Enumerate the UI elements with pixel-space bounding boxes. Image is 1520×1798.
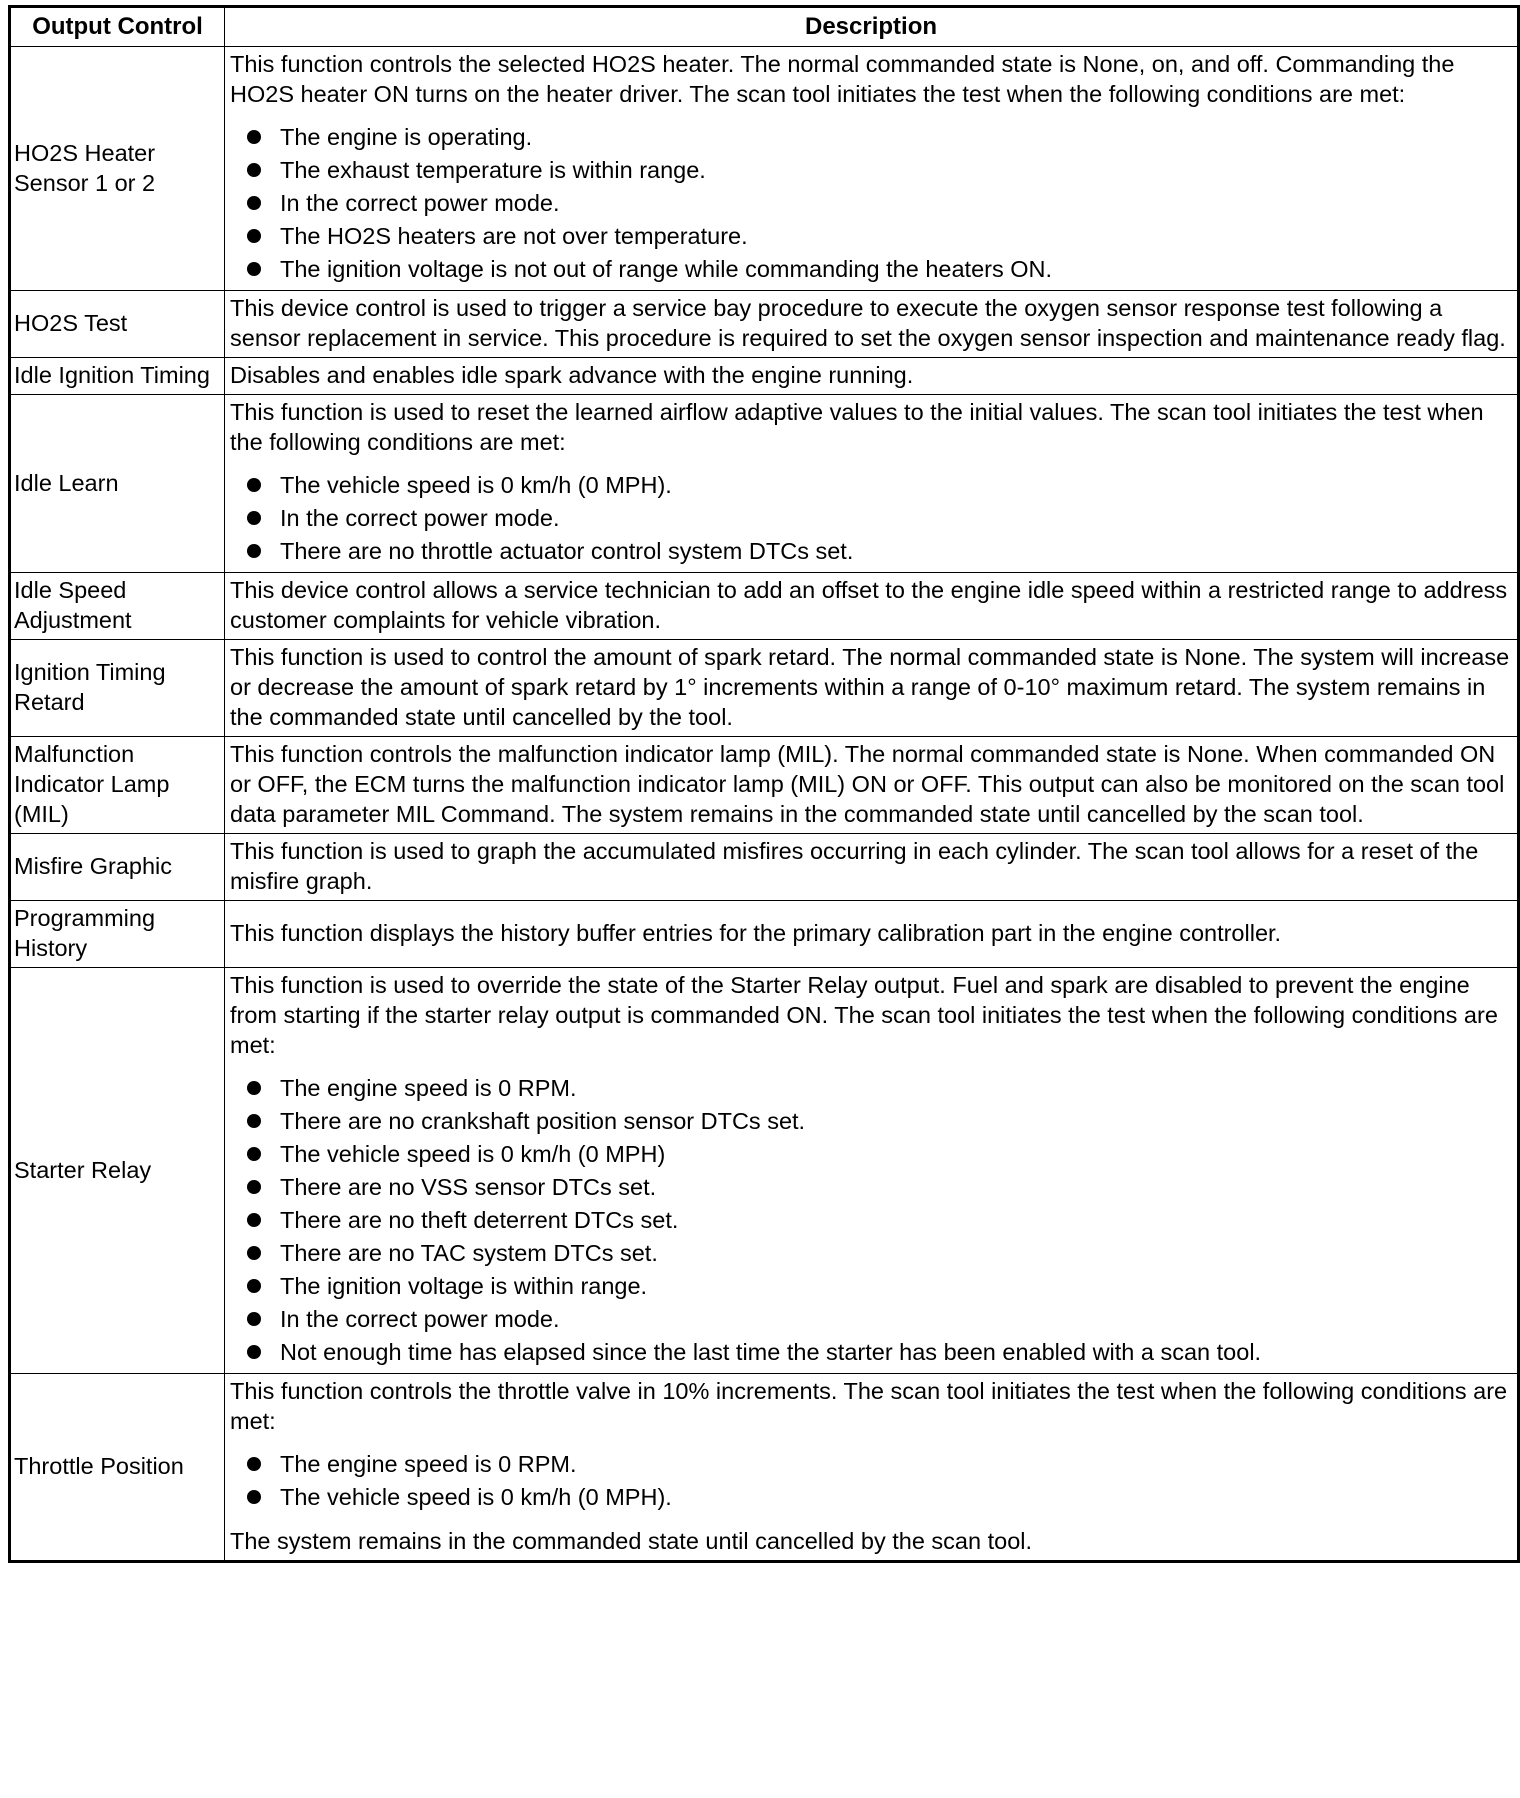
condition-item: [230, 535, 1511, 568]
condition-item: [230, 1105, 1511, 1138]
table-row: [10, 737, 1519, 834]
condition-item: [230, 1481, 1511, 1514]
bullet-icon: [247, 1147, 261, 1161]
condition-text: The vehicle speed is 0 km/h (0 MPH).: [280, 1484, 672, 1510]
bullet-icon: [247, 544, 261, 558]
table-row: [10, 573, 1519, 640]
table-body: [10, 47, 1519, 1562]
condition-text: In the correct power mode.: [280, 1306, 560, 1332]
description-cell: [225, 901, 1519, 968]
description-cell: [225, 291, 1519, 358]
output-control-cell: Idle Learn: [10, 395, 225, 573]
condition-item: [230, 1204, 1511, 1237]
output-control-cell: Throttle Position: [10, 1374, 225, 1562]
bullet-icon: [247, 163, 261, 177]
description-text: This function controls the throttle valve in 10% increments. The scan tool initiates the test when the following conditions are met:: [230, 1378, 1508, 1434]
condition-text: In the correct power mode.: [280, 190, 560, 216]
output-control-cell: HO2S Test: [10, 291, 225, 358]
table-row: [10, 395, 1519, 573]
table-row: [10, 291, 1519, 358]
condition-text: The engine speed is 0 RPM.: [280, 1451, 577, 1477]
condition-text: The engine speed is 0 RPM.: [280, 1075, 577, 1101]
condition-item: [230, 1270, 1511, 1303]
bullet-icon: [247, 1213, 261, 1227]
condition-text: The ignition voltage is within range.: [280, 1273, 648, 1299]
description-text: Disables and enables idle spark advance with the engine running.: [230, 362, 914, 388]
table-row: [10, 47, 1519, 291]
condition-item: [230, 502, 1511, 535]
condition-text: There are no crankshaft position sensor DTCs set.: [280, 1108, 806, 1134]
output-control-cell: Starter Relay: [10, 968, 225, 1374]
bullet-icon: [247, 1246, 261, 1260]
description-cell: [225, 737, 1519, 834]
table-row: [10, 640, 1519, 737]
description-cell: [225, 395, 1519, 573]
table-row: [10, 834, 1519, 901]
output-control-cell: Malfunction Indicator Lamp (MIL): [10, 737, 225, 834]
output-control-cell: Programming History: [10, 901, 225, 968]
condition-text: In the correct power mode.: [280, 505, 560, 531]
condition-text: The exhaust temperature is within range.: [280, 157, 706, 183]
condition-item: [230, 1171, 1511, 1204]
condition-list: [230, 469, 1511, 568]
condition-text: The ignition voltage is not out of range while commanding the heaters ON.: [280, 256, 1053, 282]
description-text: This device control is used to trigger a service bay procedure to execute the oxygen sensor response test following a sensor replacement in service. This procedure is required to set the oxygen sensor inspection and maintenance ready flag.: [230, 295, 1506, 351]
header-output-control: Output Control: [10, 7, 225, 47]
condition-list: [230, 1448, 1511, 1514]
description-note: The system remains in the commanded state until cancelled by the scan tool.: [230, 1528, 1033, 1554]
condition-text: Not enough time has elapsed since the last time the starter has been enabled with a scan tool.: [280, 1339, 1262, 1365]
description-cell: [225, 834, 1519, 901]
table-header-row: [10, 7, 1519, 47]
condition-item: [230, 121, 1511, 154]
output-control-table: [8, 5, 1520, 1563]
bullet-icon: [247, 1457, 261, 1471]
description-cell: [225, 968, 1519, 1374]
condition-text: The engine is operating.: [280, 124, 533, 150]
table-row: [10, 1374, 1519, 1562]
condition-list: [230, 1072, 1511, 1369]
condition-list: [230, 121, 1511, 286]
bullet-icon: [247, 1312, 261, 1326]
description-text: This function displays the history buffer entries for the primary calibration part in the engine controller.: [230, 920, 1282, 946]
condition-text: The vehicle speed is 0 km/h (0 MPH).: [280, 472, 672, 498]
condition-item: [230, 220, 1511, 253]
description-text: This function is used to override the state of the Starter Relay output. Fuel and spark are disabled to prevent the engine from starting if the starter relay output is commanded ON. The scan tool initiates the test when the following conditions are met:: [230, 972, 1498, 1058]
description-cell: [225, 47, 1519, 291]
condition-text: The vehicle speed is 0 km/h (0 MPH): [280, 1141, 666, 1167]
bullet-icon: [247, 1180, 261, 1194]
condition-item: [230, 1237, 1511, 1270]
condition-text: There are no throttle actuator control system DTCs set.: [280, 538, 854, 564]
bullet-icon: [247, 511, 261, 525]
bullet-icon: [247, 478, 261, 492]
output-control-cell: Idle Speed Adjustment: [10, 573, 225, 640]
description-text: This function is used to reset the learned airflow adaptive values to the initial values. The scan tool initiates the test when the following conditions are met:: [230, 399, 1484, 455]
condition-item: [230, 469, 1511, 502]
output-control-cell: Idle Ignition Timing: [10, 358, 225, 395]
condition-item: [230, 154, 1511, 187]
bullet-icon: [247, 1081, 261, 1095]
condition-item: [230, 1448, 1511, 1481]
output-control-cell: HO2S Heater Sensor 1 or 2: [10, 47, 225, 291]
bullet-icon: [247, 1345, 261, 1359]
condition-text: There are no VSS sensor DTCs set.: [280, 1174, 657, 1200]
table-row: [10, 968, 1519, 1374]
condition-item: [230, 187, 1511, 220]
description-text: This function controls the selected HO2S heater. The normal commanded state is None, on, and off. Commanding the HO2S heater ON turns on the heater driver. The scan tool initiates the test when the following conditions are met:: [230, 51, 1455, 107]
description-text: This function is used to graph the accumulated misfires occurring in each cylinder. The scan tool allows for a reset of the misfire graph.: [230, 838, 1479, 894]
condition-text: There are no theft deterrent DTCs set.: [280, 1207, 679, 1233]
condition-item: [230, 1336, 1511, 1369]
description-cell: [225, 358, 1519, 395]
document-page: [8, 5, 1517, 1563]
description-cell: [225, 640, 1519, 737]
bullet-icon: [247, 130, 261, 144]
description-text: This function controls the malfunction indicator lamp (MIL). The normal commanded state is None. When commanded ON or OFF, the ECM turns the malfunction indicator lamp (MIL) ON or OFF. This output can also be monitored on the scan tool data parameter MIL Command. The system remains in the commanded state until cancelled by the scan tool.: [230, 741, 1505, 827]
output-control-cell: Ignition Timing Retard: [10, 640, 225, 737]
description-cell: [225, 1374, 1519, 1562]
table-row: [10, 358, 1519, 395]
bullet-icon: [247, 229, 261, 243]
condition-item: [230, 253, 1511, 286]
condition-text: There are no TAC system DTCs set.: [280, 1240, 658, 1266]
bullet-icon: [247, 1114, 261, 1128]
header-description: Description: [225, 7, 1519, 47]
description-text: This function is used to control the amount of spark retard. The normal commanded state is None. The system will increase or decrease the amount of spark retard by 1° increments within a range of 0-10° maximum retard. The system remains in the commanded state until cancelled by the tool.: [230, 644, 1510, 730]
bullet-icon: [247, 262, 261, 276]
condition-item: [230, 1072, 1511, 1105]
bullet-icon: [247, 196, 261, 210]
bullet-icon: [247, 1490, 261, 1504]
description-cell: [225, 573, 1519, 640]
condition-item: [230, 1303, 1511, 1336]
condition-item: [230, 1138, 1511, 1171]
description-text: This device control allows a service technician to add an offset to the engine idle speed within a restricted range to address customer complaints for vehicle vibration.: [230, 577, 1508, 633]
bullet-icon: [247, 1279, 261, 1293]
table-row: [10, 901, 1519, 968]
output-control-cell: Misfire Graphic: [10, 834, 225, 901]
condition-text: The HO2S heaters are not over temperature.: [280, 223, 748, 249]
